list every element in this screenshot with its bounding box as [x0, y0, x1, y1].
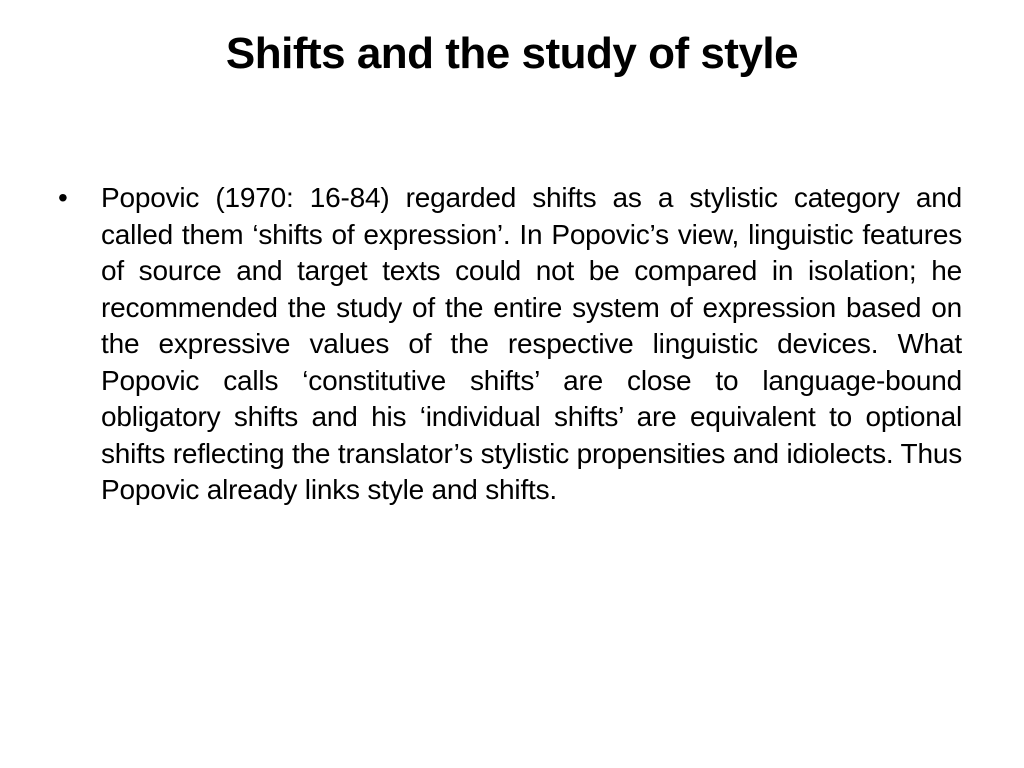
- slide-title: Shifts and the study of style: [225, 29, 799, 78]
- bullet-item: [58, 180, 962, 509]
- bullet-marker: •: [58, 182, 68, 213]
- bullet-text: Popovic (1970: 16-84) regarded shifts as a stylistic category and called them ‘shifts of expression’. In Popovic’s view, linguistic features of source and target texts could not be compared in isolation; he recommended the study of the entire system of expression based on the expressive values of the respective linguistic devices. What Popovic calls ‘constitutive shifts’ are close to language-bound obligatory shifts and his ‘individual shifts’ are equivalent to optional shifts reflecting the translator’s stylistic propensities and idiolects. Thus Popovic already links style and shifts.: [101, 182, 962, 505]
- bullet-list: [58, 180, 962, 509]
